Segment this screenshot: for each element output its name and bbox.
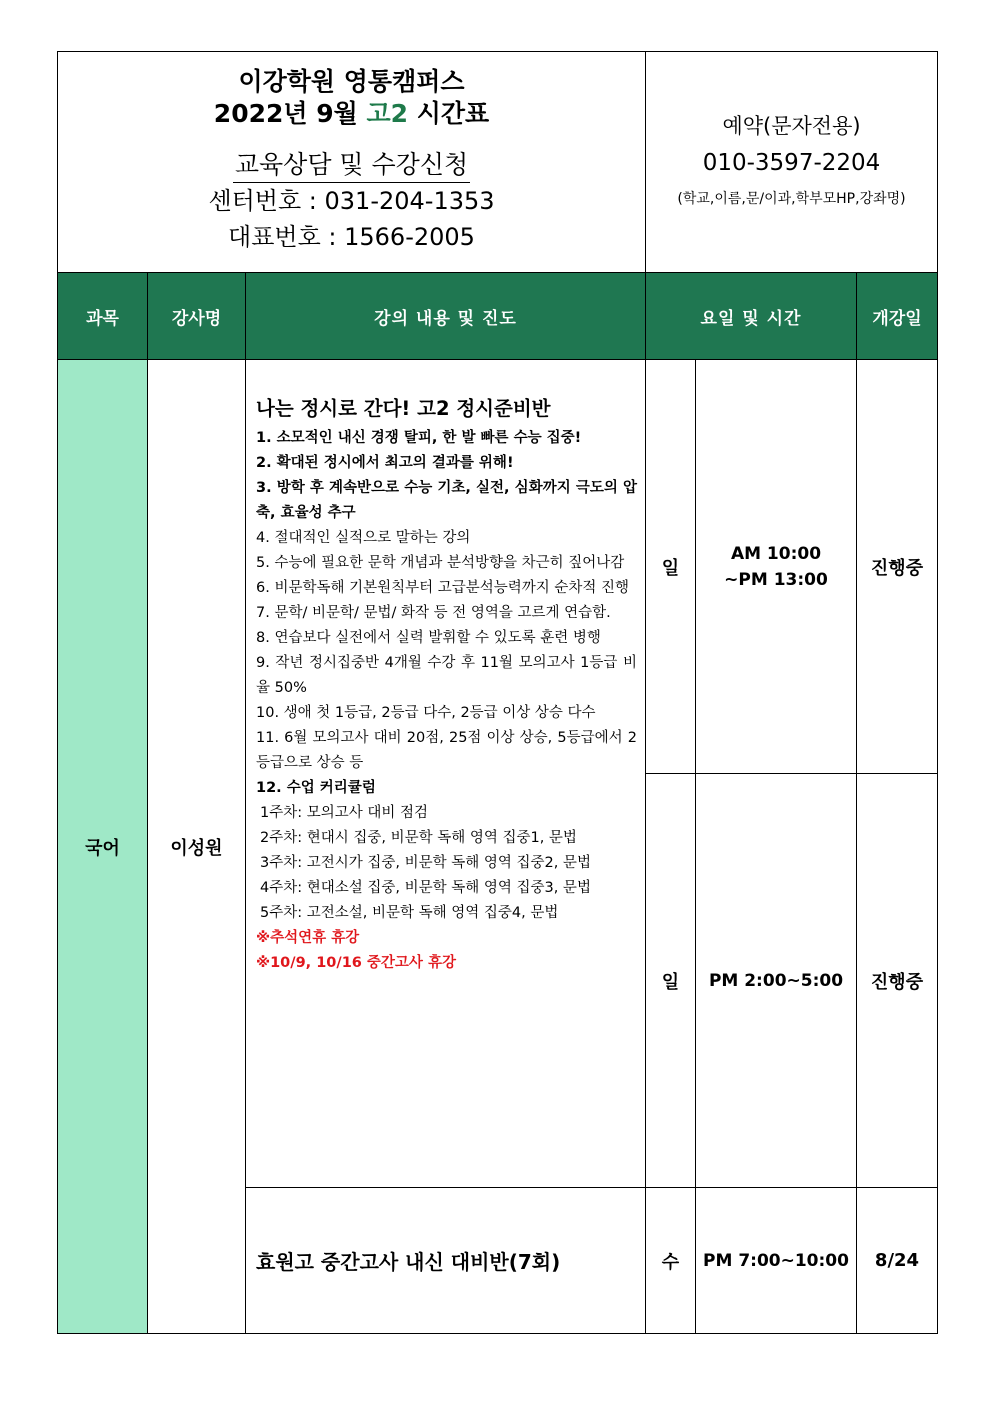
list-item: 7. 문학/ 비문학/ 문법/ 화작 등 전 영역을 고르게 연습함. <box>256 605 611 621</box>
consult-label: 교육상담 및 수강신청 <box>233 148 470 183</box>
session-day: 수 <box>646 1188 696 1334</box>
grade-label: 고2 <box>366 99 409 128</box>
timetable <box>57 51 938 1334</box>
course-content <box>246 360 646 1188</box>
header-info <box>58 52 646 273</box>
session-time: PM 2:00~5:00 <box>696 774 857 1188</box>
timetable-page <box>57 51 937 1336</box>
course-title: 효원고 중간고사 내신 대비반(7회) <box>246 1188 646 1334</box>
reservation-info <box>646 52 938 273</box>
list-item: 11. 6월 모의고사 대비 20점, 25점 이상 상승, 5등급에서 2등급으로 상승 등 <box>256 730 637 771</box>
list-item: 9. 작년 정시집중반 4개월 수강 후 11월 모의고사 1등급 비율 50% <box>256 655 637 696</box>
table-row <box>58 360 938 774</box>
list-item: 3. 방학 후 계속반으로 수능 기초, 실전, 심화까지 극도의 압축, 효율성 추구 <box>256 480 637 521</box>
teacher-cell: 이성원 <box>148 360 246 1334</box>
session-start: 진행중 <box>857 774 938 1188</box>
list-item: 6. 비문학독해 기본원칙부터 고급분석능력까지 순차적 진행 <box>256 580 630 596</box>
list-item: 4주차: 현대소설 집중, 비문학 독해 영역 집중3, 문법 <box>260 880 591 896</box>
list-item: 1주차: 모의고사 대비 점검 <box>260 805 429 821</box>
list-item: 4. 절대적인 실적으로 말하는 강의 <box>256 530 471 546</box>
course-title: 나는 정시로 간다! 고2 정시준비반 <box>256 397 551 420</box>
column-header-row <box>58 273 938 360</box>
col-schedule: 요일 및 시간 <box>646 273 857 360</box>
center-phone: 센터번호 : 031-204-1353 <box>208 187 495 215</box>
session-time: PM 7:00~10:00 <box>696 1188 857 1334</box>
col-content: 강의 내용 및 진도 <box>246 273 646 360</box>
timetable-title: 2022년 9월 고2 시간표 <box>213 99 490 128</box>
list-item: 2주차: 현대시 집중, 비문학 독해 영역 집중1, 문법 <box>260 830 577 846</box>
session-day: 일 <box>646 360 696 774</box>
list-item: 5주차: 고전소설, 비문학 독해 영역 집중4, 문법 <box>260 905 559 921</box>
session-start: 8/24 <box>857 1188 938 1334</box>
list-item: 1. 소모적인 내신 경쟁 탈피, 한 발 빠른 수능 집중! <box>256 430 582 446</box>
list-item: 10. 생애 첫 1등급, 2등급 다수, 2등급 이상 상승 다수 <box>256 705 596 721</box>
session-day: 일 <box>646 774 696 1188</box>
note-item: ※10/9, 10/16 중간고사 휴강 <box>256 955 457 971</box>
list-item: 3주차: 고전시가 집중, 비문학 독해 영역 집중2, 문법 <box>260 855 591 871</box>
list-item: 2. 확대된 정시에서 최고의 결과를 위해! <box>256 455 514 471</box>
list-item: 8. 연습보다 실전에서 실력 발휘할 수 있도록 훈련 병행 <box>256 630 601 646</box>
reserve-phone: 010-3597-2204 <box>702 150 881 176</box>
academy-title: 이강학원 영통캠퍼스 <box>238 67 465 96</box>
col-teacher: 강사명 <box>148 273 246 360</box>
reserve-label: 예약(문자전용) <box>722 114 861 138</box>
list-item: 12. 수업 커리큘럼 <box>256 780 376 796</box>
reserve-note: (학교,이름,문/이과,학부모HP,강좌명) <box>677 191 906 207</box>
session-start: 진행중 <box>857 360 938 774</box>
note-item: ※추석연휴 휴강 <box>256 930 360 946</box>
main-phone: 대표번호 : 1566-2005 <box>228 223 475 251</box>
col-subject: 과목 <box>58 273 148 360</box>
list-item: 5. 수능에 필요한 문학 개념과 분석방향을 차근히 짚어나감 <box>256 555 625 571</box>
subject-cell: 국어 <box>58 360 148 1334</box>
session-time: AM 10:00 ~PM 13:00 <box>696 360 857 774</box>
col-start: 개강일 <box>857 273 938 360</box>
